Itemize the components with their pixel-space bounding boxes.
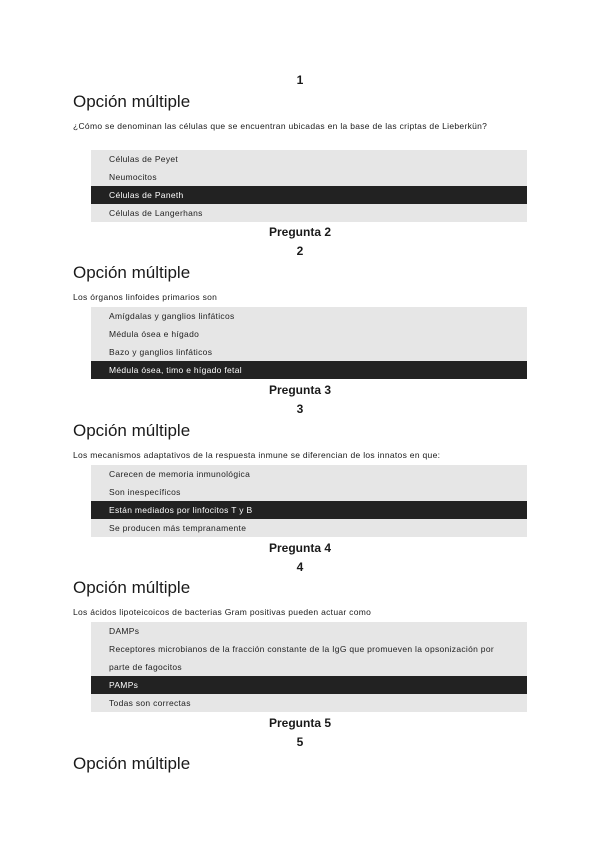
option-item[interactable]: Bazo y ganglios linfáticos	[109, 347, 213, 357]
option-item[interactable]: Todas son correctas	[109, 698, 191, 708]
options-list	[91, 307, 527, 379]
question-label: Pregunta 5	[268, 716, 331, 730]
question-type-heading: Opción múltiple	[73, 754, 191, 773]
options-list	[91, 150, 527, 222]
question-type-heading: Opción múltiple	[73, 92, 191, 111]
option-item-selected[interactable]: PAMPs	[91, 676, 527, 694]
question-number: 2	[296, 244, 304, 258]
option-item[interactable]: Carecen de memoria inmunológica	[109, 469, 251, 479]
question-type-heading: Opción múltiple	[73, 421, 191, 440]
question-text: ¿Cómo se denominan las células que se encuentran ubicadas en la base de las criptas de Lieberkün?	[73, 121, 488, 131]
question-type-heading: Opción múltiple	[73, 578, 191, 597]
option-item[interactable]: Médula ósea e hígado	[109, 329, 200, 339]
question-label: Pregunta 4	[268, 541, 331, 555]
question-text: Los órganos linfoides primarios son	[73, 292, 218, 302]
question-number: 5	[296, 735, 304, 749]
options-list	[91, 465, 527, 537]
option-item[interactable]: Neumocitos	[109, 172, 157, 182]
option-item-selected[interactable]: Están mediados por linfocitos T y B	[91, 501, 527, 519]
option-item[interactable]: Células de Langerhans	[109, 208, 203, 218]
option-item[interactable]: Células de Peyet	[109, 154, 179, 164]
option-item[interactable]: DAMPs	[109, 626, 140, 636]
question-text: Los mecanismos adaptativos de la respuesta inmune se diferencian de los innatos en que:	[73, 450, 441, 460]
question-label: Pregunta 2	[268, 225, 331, 239]
question-number: 4	[296, 560, 304, 574]
option-item[interactable]: Receptores microbianos de la fracción constante de la IgG que promueven la opsonización por parte de fagocitos	[109, 644, 494, 672]
question-label: Pregunta 3	[268, 383, 331, 397]
question-number: 3	[296, 402, 304, 416]
question-text: Los ácidos lipoteicoicos de bacterias Gram positivas pueden actuar como	[73, 607, 372, 617]
option-item[interactable]: Amígdalas y ganglios linfáticos	[109, 311, 235, 321]
option-item-selected[interactable]: Células de Paneth	[91, 186, 527, 204]
option-item[interactable]: Se producen más tempranamente	[109, 523, 247, 533]
option-item[interactable]: Son inespecíficos	[109, 487, 181, 497]
option-item-selected[interactable]: Médula ósea, timo e hígado fetal	[91, 361, 527, 379]
question-type-heading: Opción múltiple	[73, 263, 191, 282]
options-list	[91, 622, 527, 712]
question-number: 1	[296, 73, 304, 87]
